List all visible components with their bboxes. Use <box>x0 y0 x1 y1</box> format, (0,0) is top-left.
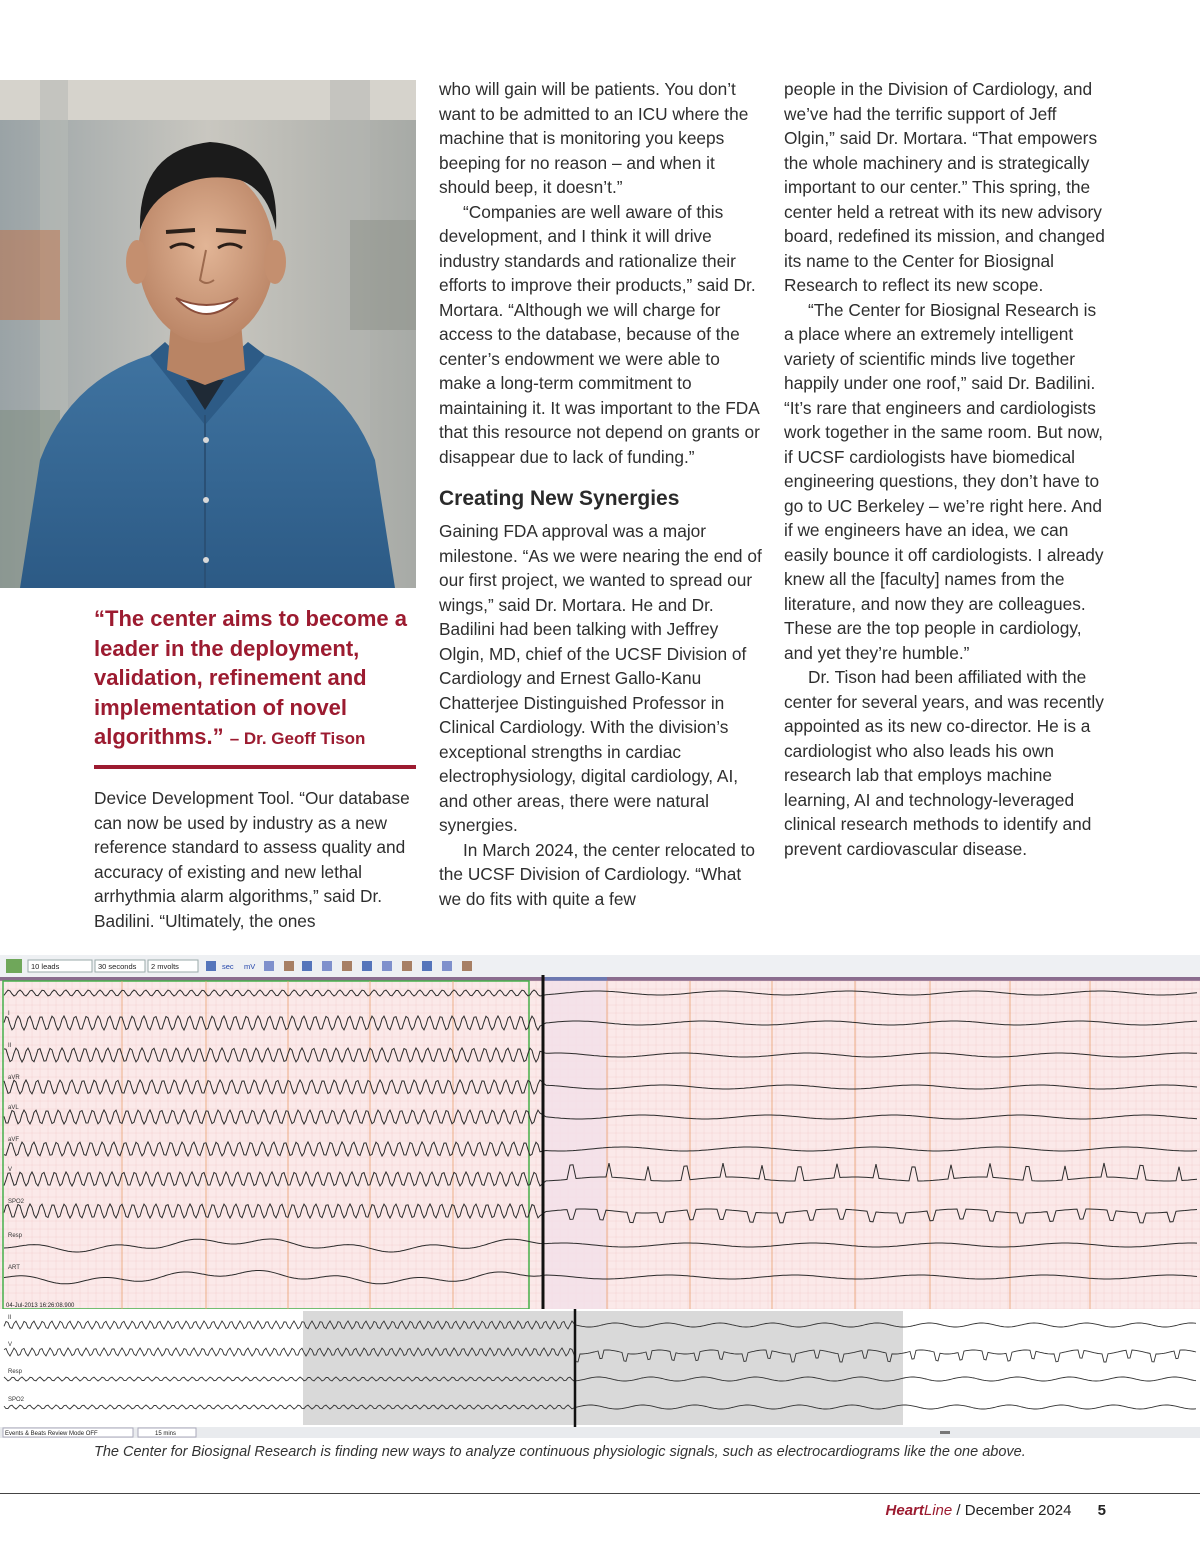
overview-lead-label: Resp <box>8 1369 23 1375</box>
ecg-lead-label: V <box>8 1167 13 1173</box>
pull-quote-divider <box>94 765 416 769</box>
ecg-lead-label: I <box>8 1011 10 1017</box>
overview-lead-label: II <box>8 1315 12 1321</box>
column-2 <box>439 77 764 911</box>
footer-issue: / December 2024 <box>956 1502 1072 1519</box>
toolbar-icon <box>206 961 216 971</box>
toolbar-icon <box>442 961 452 971</box>
footer-brand-heart: Heart <box>885 1502 924 1519</box>
overview-window <box>303 1311 903 1425</box>
paragraph: Gaining FDA approval was a major milestone. “As we were nearing the end of our first project, we wanted to spread our wings,” said Dr. Mortara. He and Dr. Badilini had been talking with Jeffrey Olgin, MD, chief of the UCSF Division of Cardiology and Ernest Gallo-Kanu Chatterjee Distinguished Professor in Clinical Cardiology. With the division’s exceptional strengths in cardiac electrophysiology, digital cardiology, AI, and other areas, there were natural synergies. <box>439 521 762 835</box>
duration-select-label: 30 seconds <box>98 962 137 971</box>
toolbar-icon <box>362 961 372 971</box>
ecg-lead-label: aVF <box>8 1137 20 1143</box>
paragraph: people in the Division of Cardiology, and we’ve had the terrific support of Jeff Olgin,” said Dr. Mortara. “That empowers the whole machinery and is strategically important to our center.” This spring, the center held a retreat with its new advisory board, redefined its mission, and changed its name to the Center for Biosignal Research to reflect its new scope. <box>784 79 1105 295</box>
ecg-lead-label: aVL <box>8 1105 19 1111</box>
portrait-photo <box>0 80 416 588</box>
pull-quote-attribution: – Dr. Geoff Tison <box>229 729 366 748</box>
toolbar-icon <box>302 961 312 971</box>
toolbar-icon <box>422 961 432 971</box>
footer-brand-line: Line <box>923 1502 953 1519</box>
paragraph: “Companies are well aware of this development, and I think it will drive industry standards and rationalize their efforts to improve their products,” said Dr. Mortara. “Although we will charge for access to the database, because of the center’s endowment we were able to make a long-term commitment to maintaining it. It was important to the FDA that this resource not depend on grants or disappear due to lack of funding.” <box>439 201 760 467</box>
section-heading: Creating New Synergies <box>439 487 680 510</box>
overview-lead-label: V <box>8 1342 13 1348</box>
toolbar-icon <box>284 961 294 971</box>
review-mode-status: Events & Beats Review Mode OFF <box>5 1431 98 1437</box>
sec-button: sec <box>222 962 234 971</box>
footer-divider <box>0 1493 1200 1494</box>
overview-lead-label: SPO2 <box>8 1397 25 1403</box>
paragraph: who will gain will be patients. You don’t want to be admitted to an ICU where the machine that is monitoring you keeps beeping for no reason – and when it should beep, it doesn’t.” <box>439 79 749 197</box>
mv-button: mV <box>244 962 256 971</box>
paragraph: Device Development Tool. “Our database can now be used by industry as a new reference standard to assess quality and accuracy of existing and new lethal arrhythmia alarm algorithms,” said Dr. Badilini. “Ultimately, the ones <box>94 788 410 931</box>
column-1 <box>94 786 419 933</box>
toolbar-icon <box>264 961 274 971</box>
page-footer <box>886 1502 1106 1519</box>
zoom-mins: 15 mins <box>155 1431 177 1437</box>
leads-select-label: 10 leads <box>31 962 60 971</box>
toolbar-icon <box>402 961 412 971</box>
ecg-viewer-screenshot <box>0 955 1200 1438</box>
scale-select-label: 2 mvolts <box>151 962 179 971</box>
figure-caption: The Center for Biosignal Research is finding new ways to analyze continuous physiologic signals, such as electrocardiograms like the one above. <box>94 1444 1026 1460</box>
paragraph: Dr. Tison had been affiliated with the center for several years, and was recently appointed as its new co-director. He is a cardiologist who also leads his own research lab that employs machine learning, AI and technology-leveraged clinical research methods to identify and prevent cardiovascular disease. <box>784 667 1104 859</box>
column-3 <box>784 77 1109 861</box>
paragraph: “The Center for Biosignal Research is a place where an extremely intelligent variety of scientific minds live together happily under one roof,” said Dr. Badilini. “It’s rare that engineers and cardiologists work together in the same room. But now, if UCSF cardiologists have biomedical engineering questions, they don’t have to go to UC Berkeley – we’re right here. And if we engineers have an idea, we can easily bounce it off cardiologists. I already knew all the [faculty] names from the literature, and now they are colleagues. These are the top people in cardiology, and yet they’re humble.” <box>784 299 1104 663</box>
pull-quote-text: “The center aims to become a leader in the deployment, validation, refinement and implementation of novel algorithms.” <box>94 606 407 749</box>
toolbar-icon <box>382 961 392 971</box>
toolbar-icon <box>322 961 332 971</box>
toolbar-icon <box>342 961 352 971</box>
ecg-timestamp: 04-Jul-2013 16:26:08.900 <box>6 1303 75 1309</box>
page-number: 5 <box>1097 1502 1106 1519</box>
pull-quote <box>94 604 416 754</box>
paragraph: In March 2024, the center relocated to the UCSF Division of Cardiology. “What we do fits with quite a few <box>439 839 756 909</box>
ecg-lead-label: Resp <box>8 1233 23 1239</box>
ecg-lead-label: ART <box>8 1265 20 1271</box>
ecg-lead-label: SPO2 <box>8 1199 25 1205</box>
ecg-lead-label: II <box>8 1043 12 1049</box>
toolbar-icon <box>462 961 472 971</box>
ecg-lead-label: aVR <box>8 1075 20 1081</box>
leads-icon <box>6 959 22 973</box>
